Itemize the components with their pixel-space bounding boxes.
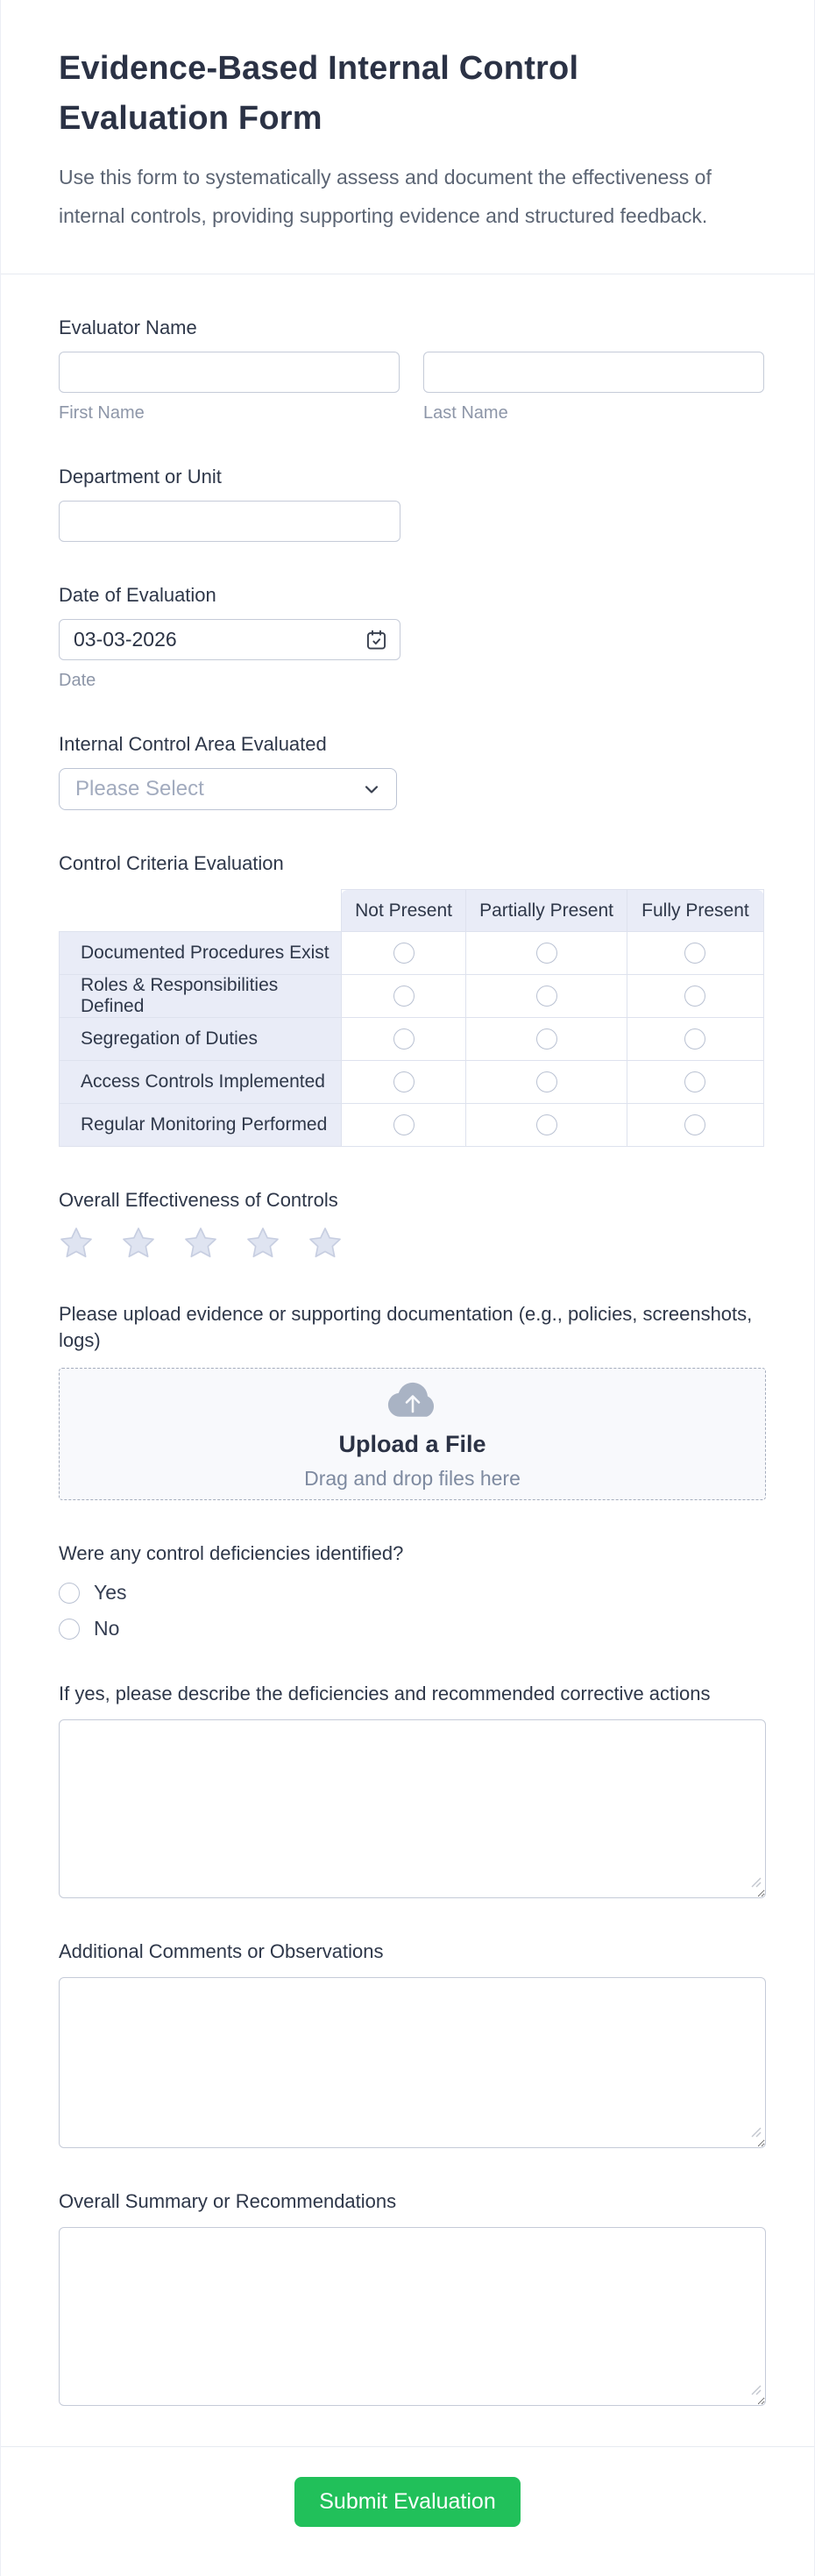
field-effectiveness [59, 1187, 764, 1261]
deficiencies-description-textarea[interactable] [59, 1719, 766, 1898]
submit-evaluation-button[interactable]: Submit Evaluation [294, 2477, 521, 2527]
field-deficiencies-description [59, 1681, 764, 1898]
upload-button-text: Upload a File [338, 1430, 486, 1457]
upload-hint: Drag and drop files here [304, 1466, 521, 1490]
deficiencies-option-no[interactable] [59, 1617, 764, 1640]
department-label: Department or Unit [59, 466, 222, 487]
field-overall-summary [59, 2188, 764, 2406]
star-rating [59, 1226, 764, 1261]
additional-comments-label: Additional Comments or Observations [59, 1940, 384, 1962]
last-name-group [423, 352, 764, 423]
radio-yes-circle[interactable] [59, 1583, 80, 1604]
radio-no-label: No [94, 1617, 120, 1640]
star-icon-3[interactable] [183, 1226, 218, 1261]
chevron-down-icon [361, 779, 382, 800]
last-name-sublabel: Last Name [423, 403, 508, 423]
form-footer [1, 2446, 814, 2576]
deficiencies-label: Were any control deficiencies identified? [59, 1542, 404, 1564]
table-corner-cell [60, 890, 342, 932]
star-icon-2[interactable] [121, 1226, 156, 1261]
radio-yes-label: Yes [94, 1581, 127, 1604]
control-area-select[interactable] [59, 768, 397, 810]
department-input[interactable] [59, 501, 400, 542]
field-control-area [59, 731, 764, 810]
first-name-input[interactable] [59, 352, 400, 393]
date-label: Date of Evaluation [59, 584, 216, 606]
last-name-input[interactable] [423, 352, 764, 393]
criteria-radio-r4c2[interactable] [536, 1071, 557, 1092]
date-sublabel: Date [59, 671, 96, 690]
row-label: Roles & Responsibilities Defined [60, 975, 342, 1018]
radio-no-circle[interactable] [59, 1619, 80, 1640]
star-icon-4[interactable] [245, 1226, 280, 1261]
criteria-radio-r5c3[interactable] [684, 1114, 705, 1135]
form-subtitle: Use this form to systematically assess and document the effectiveness of internal controls, providing supporting evidence and structured feedback. [59, 166, 712, 227]
criteria-radio-r4c3[interactable] [684, 1071, 705, 1092]
field-criteria-table [59, 850, 764, 1147]
criteria-radio-r3c1[interactable] [393, 1028, 415, 1050]
column-header-partially-present: Partially Present [466, 890, 627, 932]
field-department [59, 464, 764, 542]
criteria-radio-r5c1[interactable] [393, 1114, 415, 1135]
control-area-label: Internal Control Area Evaluated [59, 733, 327, 755]
row-label: Regular Monitoring Performed [60, 1104, 342, 1147]
criteria-radio-r3c3[interactable] [684, 1028, 705, 1050]
star-icon-1[interactable] [59, 1226, 94, 1261]
column-header-fully-present: Fully Present [627, 890, 763, 932]
table-row [60, 1061, 764, 1104]
star-icon-5[interactable] [308, 1226, 343, 1261]
criteria-radio-r2c3[interactable] [684, 986, 705, 1007]
criteria-radio-r1c1[interactable] [393, 943, 415, 964]
criteria-radio-r2c1[interactable] [393, 986, 415, 1007]
field-date [59, 582, 764, 691]
deficiencies-radio-group [59, 1581, 764, 1640]
row-label: Segregation of Duties [60, 1018, 342, 1061]
column-header-not-present: Not Present [341, 890, 465, 932]
criteria-radio-r1c3[interactable] [684, 943, 705, 964]
control-area-placeholder: Please Select [75, 777, 204, 801]
calendar-icon[interactable] [365, 628, 388, 651]
first-name-group [59, 352, 400, 423]
criteria-table-label: Control Criteria Evaluation [59, 852, 284, 874]
cloud-upload-icon [384, 1378, 442, 1422]
deficiencies-description-label: If yes, please describe the deficiencies and recommended corrective actions [59, 1683, 711, 1704]
criteria-radio-r3c2[interactable] [536, 1028, 557, 1050]
additional-comments-textarea[interactable] [59, 1977, 766, 2148]
table-row [60, 932, 764, 975]
deficiencies-option-yes[interactable] [59, 1581, 764, 1605]
table-row [60, 975, 764, 1018]
field-deficiencies [59, 1541, 764, 1640]
overall-summary-label: Overall Summary or Recommendations [59, 2190, 397, 2212]
first-name-sublabel: First Name [59, 403, 145, 423]
field-additional-comments [59, 1939, 764, 2148]
criteria-radio-r4c1[interactable] [393, 1071, 415, 1092]
criteria-table [59, 889, 764, 1147]
criteria-radio-r2c2[interactable] [536, 986, 557, 1007]
table-row [60, 1104, 764, 1147]
evaluator-name-label: Evaluator Name [59, 317, 197, 338]
form-header [1, 0, 814, 274]
field-evaluator-name [59, 315, 764, 423]
effectiveness-label: Overall Effectiveness of Controls [59, 1189, 338, 1211]
date-input[interactable] [59, 619, 400, 660]
criteria-radio-r1c2[interactable] [536, 943, 557, 964]
row-label: Access Controls Implemented [60, 1061, 342, 1104]
criteria-radio-r5c2[interactable] [536, 1114, 557, 1135]
field-upload [59, 1301, 764, 1500]
table-row [60, 1018, 764, 1061]
form-body [1, 315, 814, 2406]
overall-summary-textarea[interactable] [59, 2227, 766, 2406]
upload-label: Please upload evidence or supporting documentation (e.g., policies, screenshots, logs) [59, 1303, 753, 1351]
form-title: Evidence-Based Internal Control Evaluation Form [59, 50, 579, 137]
upload-dropzone[interactable] [59, 1368, 766, 1500]
row-label: Documented Procedures Exist [60, 932, 342, 975]
